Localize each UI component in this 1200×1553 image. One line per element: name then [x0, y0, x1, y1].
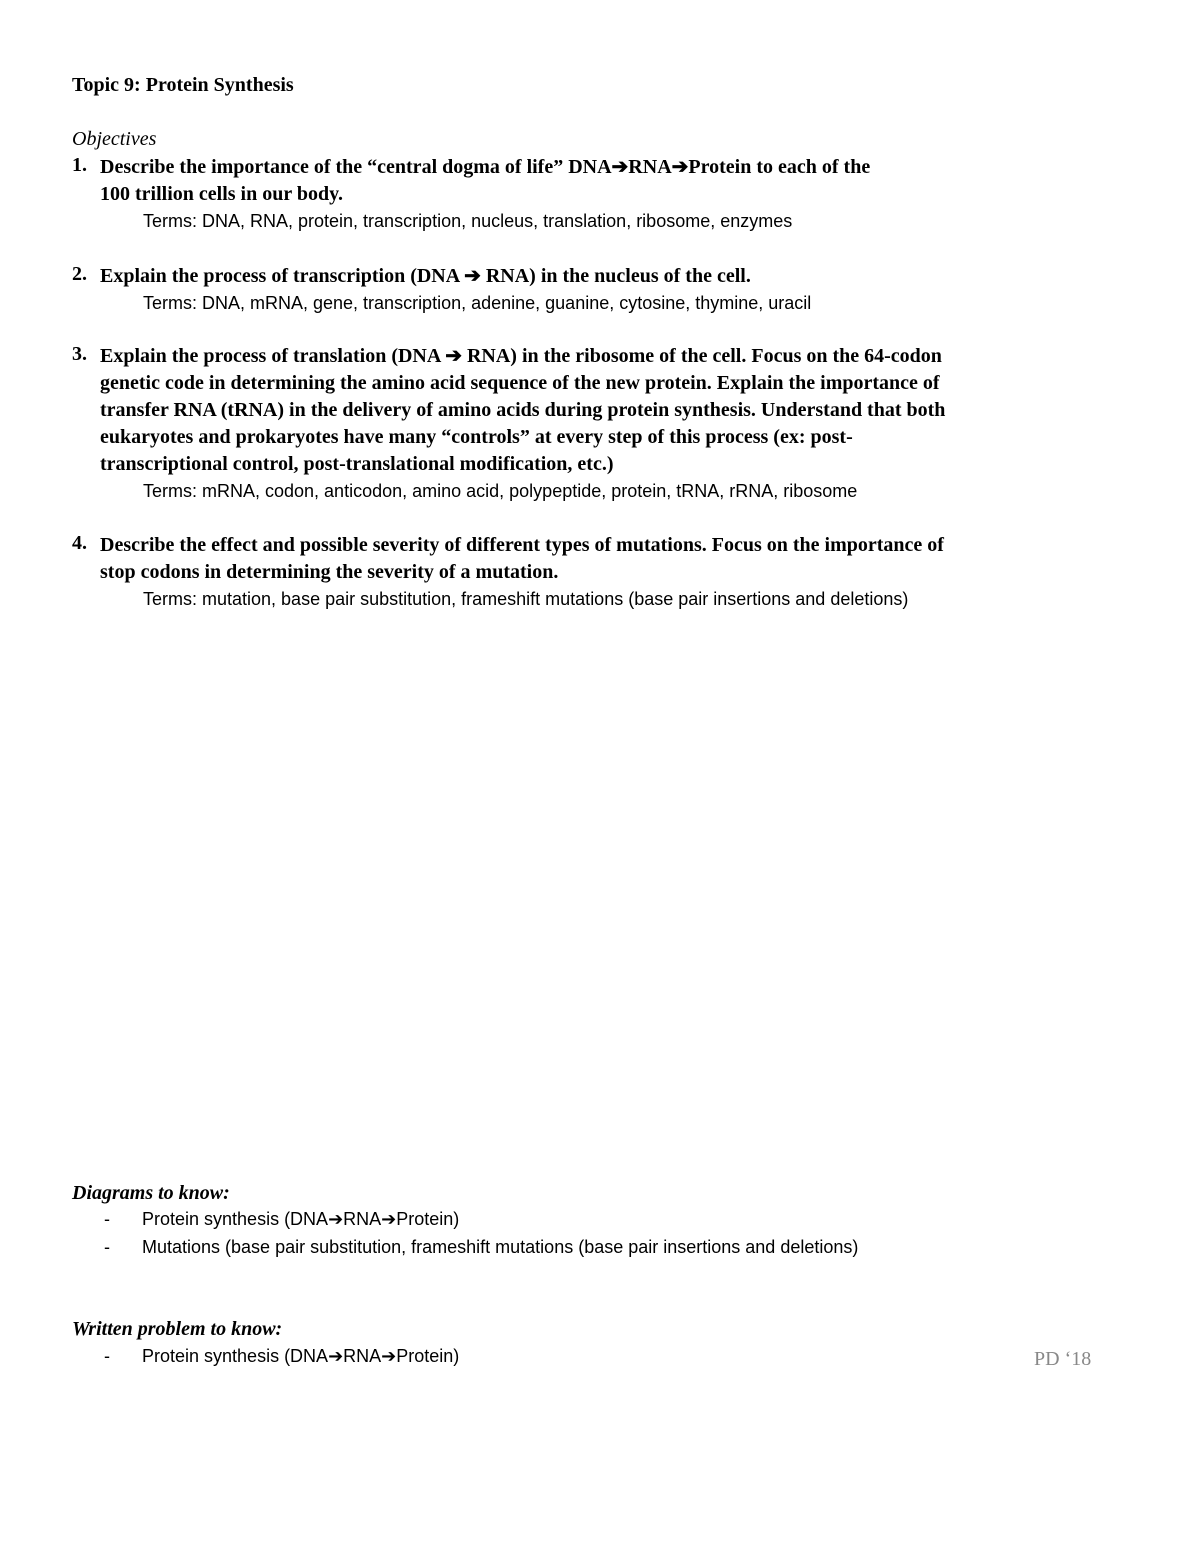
objective-number: 2.	[72, 263, 87, 285]
objective-text-part: ➔RNA➔Protein to each of the	[611, 156, 871, 178]
objective-text-part: Describe the importance of the “central dogma of life” DNA	[100, 156, 612, 178]
bullet-dash: -	[104, 1237, 110, 1257]
list-item-text: Mutations (base pair substitution, frameshift mutations (base pair insertions and deletions)	[142, 1237, 859, 1257]
written-heading: Written problem to know:	[72, 1318, 283, 1340]
objective-3	[72, 343, 1132, 505]
objective-terms: Terms: DNA, mRNA, gene, transcription, adenine, guanine, cytosine, thymine, uracil	[143, 293, 812, 313]
objective-text	[100, 154, 1132, 208]
objective-text: Explain the process of transcription (DNA ➔ RNA) in the nucleus of the cell.	[100, 265, 751, 287]
diagrams-heading: Diagrams to know:	[72, 1182, 230, 1204]
footer-initials: PD ‘18	[1034, 1348, 1092, 1370]
objective-1	[72, 154, 1132, 235]
bullet-dash: -	[104, 1346, 110, 1366]
list-item-text: Protein synthesis (DNA➔RNA➔Protein)	[142, 1209, 460, 1229]
objective-4	[72, 532, 1132, 613]
objective-text: Describe the effect and possible severity of different types of mutations. Focus on the importance of stop codons in determining the severity of a mutation.	[100, 534, 944, 583]
page-title: Topic 9: Protein Synthesis	[72, 74, 294, 96]
objective-terms: Terms: mutation, base pair substitution, frameshift mutations (base pair insertions and deletions)	[143, 589, 909, 609]
bullet-dash: -	[104, 1209, 110, 1229]
objective-number: 3.	[72, 343, 87, 365]
list-item	[104, 1209, 459, 1230]
objective-terms: Terms: mRNA, codon, anticodon, amino acid, polypeptide, protein, tRNA, rRNA, ribosome	[143, 481, 858, 501]
list-item-text: Protein synthesis (DNA➔RNA➔Protein)	[142, 1346, 460, 1366]
list-item	[104, 1237, 858, 1258]
objective-number: 4.	[72, 532, 87, 554]
list-item	[104, 1346, 459, 1367]
objective-text-part: 100 trillion cells in our body.	[100, 183, 343, 205]
objective-2	[72, 263, 1132, 317]
objective-terms: Terms: DNA, RNA, protein, transcription, nucleus, translation, ribosome, enzymes	[143, 211, 793, 231]
objective-text: Explain the process of translation (DNA ➔ RNA) in the ribosome of the cell. Focus on the 64-codon genetic code in determining the amino acid sequence of the new protein. Explain the importance of transfer RNA (tRNA) in the delivery of amino acids during protein synthesis. Understand that both eukaryotes and prokaryotes have many “controls” at every step of this process (ex: post- transcriptional control, post-translational modification, etc.)	[100, 345, 946, 475]
objectives-label: Objectives	[72, 128, 157, 150]
objective-number: 1.	[72, 154, 87, 176]
